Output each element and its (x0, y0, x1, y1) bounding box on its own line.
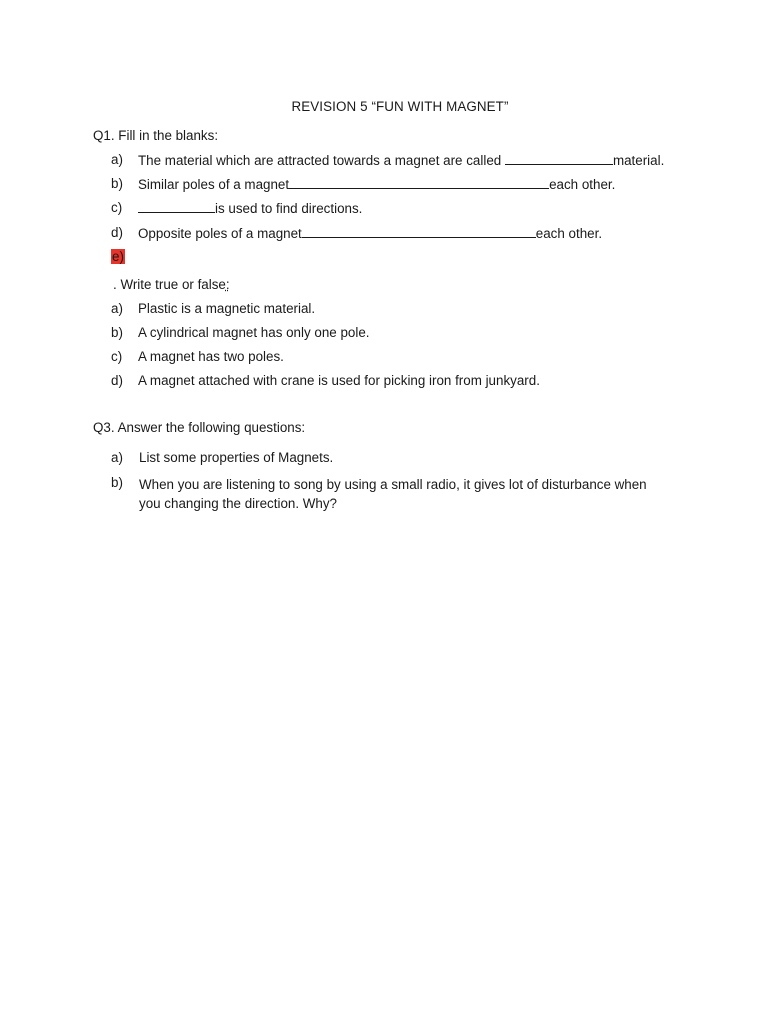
item-label: b) (111, 325, 123, 340)
blank-line (138, 200, 215, 213)
item-text: List some properties of Magnets. (139, 450, 334, 465)
q2-heading-colon: : (225, 277, 230, 292)
item-label: b) (111, 176, 123, 191)
item-label: d) (111, 225, 123, 240)
blank-line (302, 225, 536, 238)
item-label: c) (111, 200, 123, 215)
item-text (138, 176, 615, 192)
item-text: A magnet attached with crane is used for picking iron from junkyard. (138, 373, 540, 388)
text-after: material. (612, 153, 665, 168)
item-text (138, 152, 664, 168)
text-before: The material which are attracted towards a magnet are called (138, 153, 505, 168)
item-label: a) (111, 301, 123, 316)
item-label: d) (111, 373, 123, 388)
item-text: Plastic is a magnetic material. (138, 301, 316, 316)
page-title: REVISION 5 “FUN WITH MAGNET” (291, 99, 509, 114)
item-text: A magnet has two poles. (138, 349, 284, 364)
item-label: b) (111, 475, 123, 490)
q1-heading: Q1. Fill in the blanks: (93, 128, 219, 143)
text-after: each other. (535, 226, 603, 241)
item-text (138, 225, 602, 241)
q3-heading: Q3. Answer the following questions: (93, 420, 306, 435)
blank-line (505, 152, 613, 165)
item-label-highlighted: e) (112, 249, 124, 264)
q2-heading-text: . Write true or false (113, 277, 226, 292)
q2-heading (113, 277, 230, 292)
item-text (138, 200, 362, 216)
text-after: each other. (549, 177, 616, 192)
item-label: a) (111, 450, 123, 465)
blank-line (289, 176, 549, 189)
text-before: Similar poles of a magnet (138, 177, 290, 192)
item-label: a) (111, 152, 123, 167)
text-after: is used to find directions. (215, 201, 363, 216)
item-text: A cylindrical magnet has only one pole. (138, 325, 370, 340)
item-label: c) (111, 349, 123, 364)
item-text: When you are listening to song by using a small radio, it gives lot of disturbance when you changing the direction. Why? (139, 477, 647, 511)
text-before: Opposite poles of a magnet (138, 226, 302, 241)
